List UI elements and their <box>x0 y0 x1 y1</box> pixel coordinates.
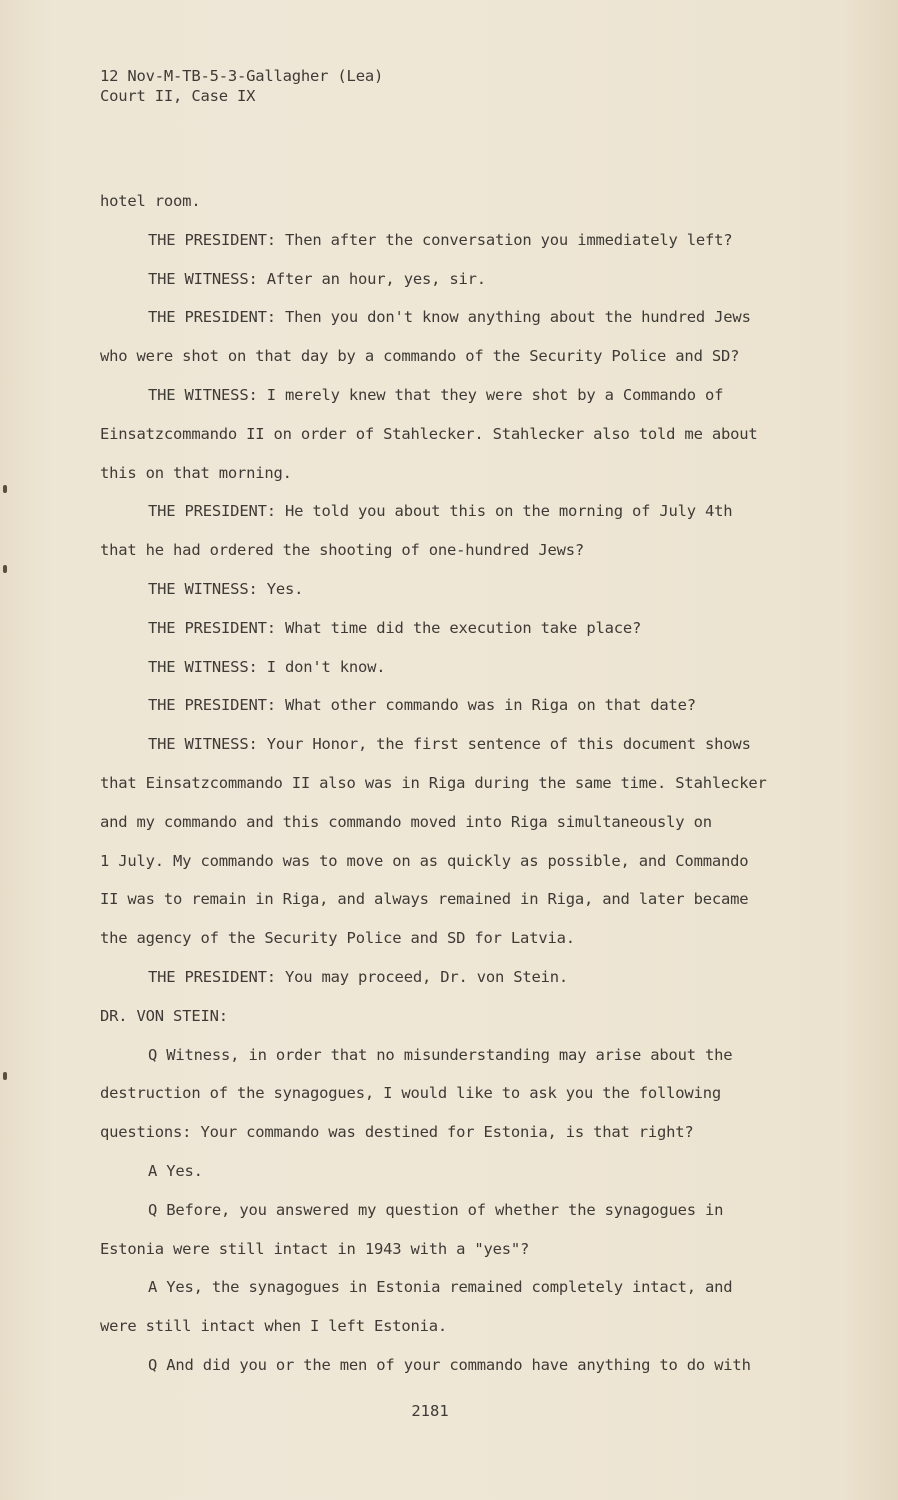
transcript-line: hotel room. <box>100 192 201 210</box>
transcript-line: THE PRESIDENT: Then after the conversation you immediately left? <box>148 230 733 249</box>
transcript-line: THE WITNESS: I merely knew that they were shot by a Commando of <box>148 385 724 404</box>
transcript-line: THE PRESIDENT: He told you about this on the morning of July 4th <box>148 502 733 521</box>
transcript-line: THE WITNESS: After an hour, yes, sir. <box>148 269 486 288</box>
transcript-line: THE PRESIDENT: What time did the execution take place? <box>148 618 642 637</box>
transcript-line: THE WITNESS: I don't know. <box>148 657 386 676</box>
transcript-line: that he had ordered the shooting of one-hundred Jews? <box>100 541 584 560</box>
transcript-line: THE WITNESS: Yes. <box>148 579 304 598</box>
transcript-line: Einsatzcommando II on order of Stahlecker. Stahlecker also told me about <box>100 424 758 443</box>
transcript-line: and my commando and this commando moved into Riga simultaneously on <box>100 812 712 831</box>
transcript-line: Q Before, you answered my question of whether the synagogues in <box>148 1200 724 1219</box>
binding-hole-mark <box>3 485 7 493</box>
transcript-line: the agency of the Security Police and SD for Latvia. <box>100 929 575 948</box>
transcript-line: destruction of the synagogues, I would like to ask you the following <box>100 1084 721 1103</box>
transcript-line: Q And did you or the men of your commando have anything to do with <box>148 1355 751 1374</box>
transcript-body <box>100 182 820 1385</box>
transcript-line: THE PRESIDENT: You may proceed, Dr. von Stein. <box>148 967 569 986</box>
page-number: 2181 <box>411 1402 449 1420</box>
transcript-line: II was to remain in Riga, and always remained in Riga, and later became <box>100 890 749 909</box>
transcript-line: A Yes. <box>148 1161 203 1180</box>
transcript-line: questions: Your commando was destined for Estonia, is that right? <box>100 1123 694 1142</box>
transcript-line: who were shot on that day by a commando of the Security Police and SD? <box>100 347 740 366</box>
binding-hole-mark <box>3 1072 7 1080</box>
document-header <box>100 66 383 106</box>
transcript-line: THE PRESIDENT: Then you don't know anything about the hundred Jews <box>148 308 751 327</box>
transcript-line: this on that morning. <box>100 463 292 482</box>
transcript-line: were still intact when I left Estonia. <box>100 1317 448 1336</box>
header-court-case: Court II, Case IX <box>100 87 256 105</box>
transcript-line: Estonia were still intact in 1943 with a "yes"? <box>100 1239 530 1258</box>
transcript-line: that Einsatzcommando II also was in Riga during the same time. Stahlecker <box>100 773 767 792</box>
binding-hole-mark <box>3 565 7 573</box>
transcript-line: THE PRESIDENT: What other commando was in Riga on that date? <box>148 696 696 715</box>
transcript-line: A Yes, the synagogues in Estonia remained completely intact, and <box>148 1278 733 1297</box>
transcript-line: 1 July. My commando was to move on as quickly as possible, and Commando <box>100 851 749 870</box>
transcript-line: Q Witness, in order that no misunderstanding may arise about the <box>148 1045 733 1064</box>
transcript-line: THE WITNESS: Your Honor, the first sentence of this document shows <box>148 735 751 754</box>
header-transcript-id: 12 Nov-M-TB-5-3-Gallagher (Lea) <box>100 67 384 85</box>
transcript-line: DR. VON STEIN: <box>100 1006 228 1025</box>
